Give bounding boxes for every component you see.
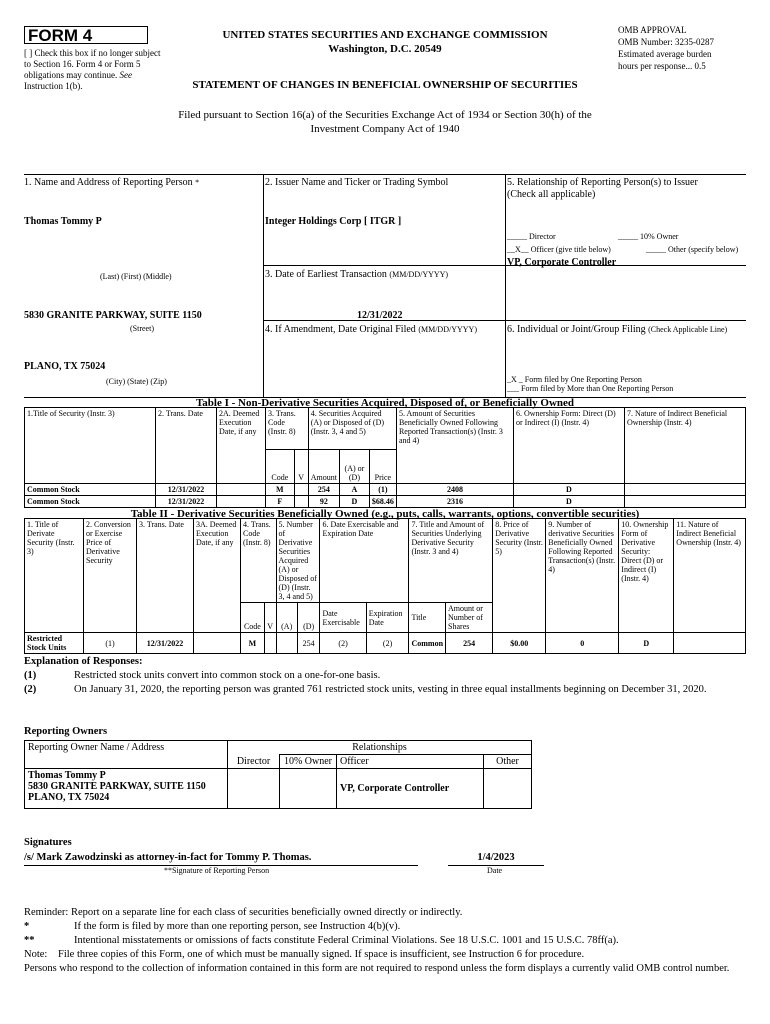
owners-col-other: Other — [484, 755, 532, 769]
t1-sub-v: V — [294, 450, 308, 484]
omb-number: OMB Number: 3235-0287 — [618, 37, 714, 47]
t1-h1: 1.Title of Security (Instr. 3) — [25, 408, 156, 484]
t1-sub-price: Price — [369, 450, 396, 484]
omb-approval — [618, 24, 758, 72]
t2-sub-exercisable: Date Exercisable — [320, 603, 366, 633]
name-address-label: 1. Name and Address of Reporting Person * — [24, 177, 200, 188]
t2-sub-a: (A) — [276, 603, 297, 633]
filed-pursuant — [150, 108, 620, 136]
owner-name-address: Thomas Tommy P 5830 GRANITE PARKWAY, SUITE 1150 PLANO, TX 75024 — [25, 769, 228, 809]
reporting-box — [24, 174, 746, 398]
reminder-text: Reminder: Report on a separate line for each class of securities beneficially owned directly or indirectly. — [24, 907, 463, 918]
check-box-note — [24, 48, 164, 92]
reporting-person-name: Thomas Tommy P — [24, 216, 102, 227]
t1-sub-code: Code — [266, 450, 295, 484]
agency-name: UNITED STATES SECURITIES AND EXCHANGE COMMISSION — [222, 29, 548, 41]
t2-h8: 7. Title and Amount of Securities Underlying Derivative Security (Instr. 3 and 4) — [409, 519, 493, 603]
officer-title: VP, Corporate Controller — [507, 257, 617, 268]
footer-note-doublestar: ** Intentional misstatements or omissions of facts constitute Federal Criminal Violations. See 18 U.S.C. 1001 and 15 U.S.C. 78ff(a). — [24, 935, 619, 946]
explanation-section — [24, 655, 746, 697]
city-state-zip: PLANO, TX 75024 — [24, 361, 106, 372]
owners-col-director: Director — [228, 755, 280, 769]
form-title: FORM 4 — [24, 26, 148, 44]
t2-h9: 8. Price of Derivative Security (Instr. 5) — [493, 519, 546, 633]
city-label: (City) (State) (Zip) — [106, 377, 167, 386]
t1-sub-ad: (A) or (D) — [340, 450, 370, 484]
t1-h6: 5. Amount of Securities Beneficially Owned Following Reported Transaction(s) (Instr. 3 and 4) — [396, 408, 513, 484]
t1-h2: 2. Trans. Date — [156, 408, 217, 484]
signature-date: 1/4/2023 — [448, 851, 544, 866]
rel-ten-percent-owner: _____ 10% Owner — [618, 232, 679, 241]
owners-table — [24, 740, 532, 809]
check-note-text: [ ] Check this box if no longer subject to Section 16. Form 4 or Form 5 obligations may continue. — [24, 48, 161, 80]
check-note-instruction: Instruction 1(b). — [24, 81, 83, 91]
check-note-see: See — [119, 70, 132, 80]
issuer-label: 2. Issuer Name and Ticker or Trading Symbol — [265, 177, 449, 188]
agency-heading — [180, 28, 590, 56]
omb-title: OMB APPROVAL — [618, 25, 687, 35]
t2-sub-code: Code — [241, 603, 265, 633]
amendment-label: 4. If Amendment, Date Original Filed (MM/DD/YYYY) — [265, 324, 477, 335]
rel-other: _____ Other (specify below) — [646, 245, 739, 254]
footer-notes — [24, 906, 746, 976]
earliest-transaction-date: 12/31/2022 — [357, 310, 403, 321]
t1-h8: 7. Nature of Indirect Beneficial Ownership (Instr. 4) — [624, 408, 745, 484]
t1-h3: 2A. Deemed Execution Date, if any — [217, 408, 266, 484]
t2-h7: 6. Date Exercisable and Expiration Date — [320, 519, 409, 603]
t2-h3: 3. Trans. Date — [137, 519, 194, 633]
t2-h12: 11. Nature of Indirect Beneficial Ownership (Instr. 4) — [674, 519, 746, 633]
t1-sub-amount: Amount — [308, 450, 339, 484]
filing-one-person: _X _ Form filed by One Reporting Person — [507, 375, 642, 384]
filed-line-2: Investment Company Act of 1940 — [310, 123, 460, 135]
t1-h5: 4. Securities Acquired (A) or Disposed of (D) (Instr. 3, 4 and 5) — [308, 408, 396, 450]
table-row: Restricted Stock Units (1) 12/31/2022 M 254 (2) (2) Common 254 $0.00 0 D — [25, 633, 746, 654]
t2-h4: 3A. Deemed Execution Date, if any — [194, 519, 241, 633]
owners-col-owner: 10% Owner — [280, 755, 337, 769]
statement-title: STATEMENT OF CHANGES IN BENEFICIAL OWNERSHIP OF SECURITIES — [192, 79, 578, 91]
t2-h10: 9. Number of derivative Securities Beneficially Owned Following Reported Transaction(s) (Instr. 4) — [546, 519, 619, 633]
rel-director: _____ Director — [507, 232, 556, 241]
t2-h6: 5. Number of Derivative Securities Acquired (A) or Disposed of (D) (Instr. 3, 4 and 5) — [276, 519, 320, 603]
t2-h1: 1. Title of Derivate Security (Instr. 3) — [25, 519, 84, 633]
t2-h11: 10. Ownership Form of Derivative Security: Direct (D) or Indirect (I) (Instr. 4) — [619, 519, 674, 633]
persons-notice: Persons who respond to the collection of information contained in this form are not required to respond unless the form displays a currently valid OMB control number. — [24, 963, 730, 974]
t2-h2: 2. Conversion or Exercise Price of Derivative Security — [84, 519, 137, 633]
owner-officer-value: VP, Corporate Controller — [337, 769, 484, 809]
filing-label: 6. Individual or Joint/Group Filing (Check Applicable Line) — [507, 324, 728, 335]
omb-hours: hours per response... 0.5 — [618, 61, 706, 71]
table-row: Common Stock 12/31/2022 F 92 D $68.46 2316 D — [25, 496, 746, 508]
table2 — [24, 518, 746, 654]
footer-note-star: * If the form is filed by more than one reporting person, see Instruction 4(b)(v). — [24, 921, 401, 932]
agency-location: Washington, D.C. 20549 — [328, 43, 442, 55]
table1 — [24, 407, 746, 508]
t2-h5: 4. Trans. Code (Instr. 8) — [241, 519, 277, 603]
explanation-item: (2) On January 31, 2020, the reporting person was granted 761 restricted stock units, vesting in three equal installments beginning on December 31, 2020. — [24, 684, 707, 695]
table2-caption: Table II - Derivative Securities Beneficially Owned (e.g., puts, calls, warrants, options, convertible securities) — [130, 508, 640, 520]
signature-date-label: Date — [487, 866, 503, 875]
owners-col-relationships: Relationships — [228, 741, 532, 755]
t1-h7: 6. Ownership Form: Direct (D) or Indirect (I) (Instr. 4) — [513, 408, 624, 484]
street-label: (Street) — [130, 324, 154, 333]
owners-heading: Reporting Owners — [24, 726, 108, 737]
street-address: 5830 GRANITE PARKWAY, SUITE 1150 — [24, 310, 202, 321]
t1-h4: 3. Trans. Code (Instr. 8) — [266, 408, 309, 450]
owners-col-name: Reporting Owner Name / Address — [25, 741, 228, 769]
omb-burden: Estimated average burden — [618, 49, 712, 59]
footer-note: Note: File three copies of this Form, one of which must be manually signed. If space is insufficient, see Instruction 6 for procedure. — [24, 949, 585, 960]
t2-sub-d: (D) — [297, 603, 320, 633]
issuer-name: Integer Holdings Corp [ ITGR ] — [265, 216, 402, 227]
earliest-transaction-label: 3. Date of Earliest Transaction (MM/DD/YYYY) — [265, 269, 449, 280]
signature-label: **Signature of Reporting Person — [164, 866, 270, 875]
t2-sub-expiration: Expiration Date — [366, 603, 409, 633]
rel-officer: __X__ Officer (give title below) — [507, 245, 611, 254]
explanation-heading: Explanation of Responses: — [24, 656, 143, 667]
table1-caption: Table I - Non-Derivative Securities Acquired, Disposed of, or Beneficially Owned — [195, 397, 575, 409]
t2-sub-v: V — [264, 603, 276, 633]
t2-sub-title: Title — [409, 603, 446, 633]
explanation-item: (1) Restricted stock units convert into common stock on a one-for-one basis. — [24, 670, 381, 681]
filed-line-1: Filed pursuant to Section 16(a) of the Securities Exchange Act of 1934 or Section 30(h) of the — [178, 109, 592, 121]
owners-col-officer: Officer — [337, 755, 484, 769]
signature-text: /s/ Mark Zawodzinski as attorney-in-fact for Tommy P. Thomas. — [24, 851, 418, 866]
relationship-label: 5. Relationship of Reporting Person(s) to Issuer (Check all applicable) — [507, 177, 698, 200]
t2-sub-amount: Amount or Number of Shares — [446, 603, 493, 633]
name-parts-label: (Last) (First) (Middle) — [100, 272, 172, 281]
table-row: Common Stock 12/31/2022 M 254 A (1) 2408 D — [25, 484, 746, 496]
filing-more-persons: ___ Form filed by More than One Reporting Person — [507, 384, 674, 393]
signatures-heading: Signatures — [24, 837, 72, 848]
